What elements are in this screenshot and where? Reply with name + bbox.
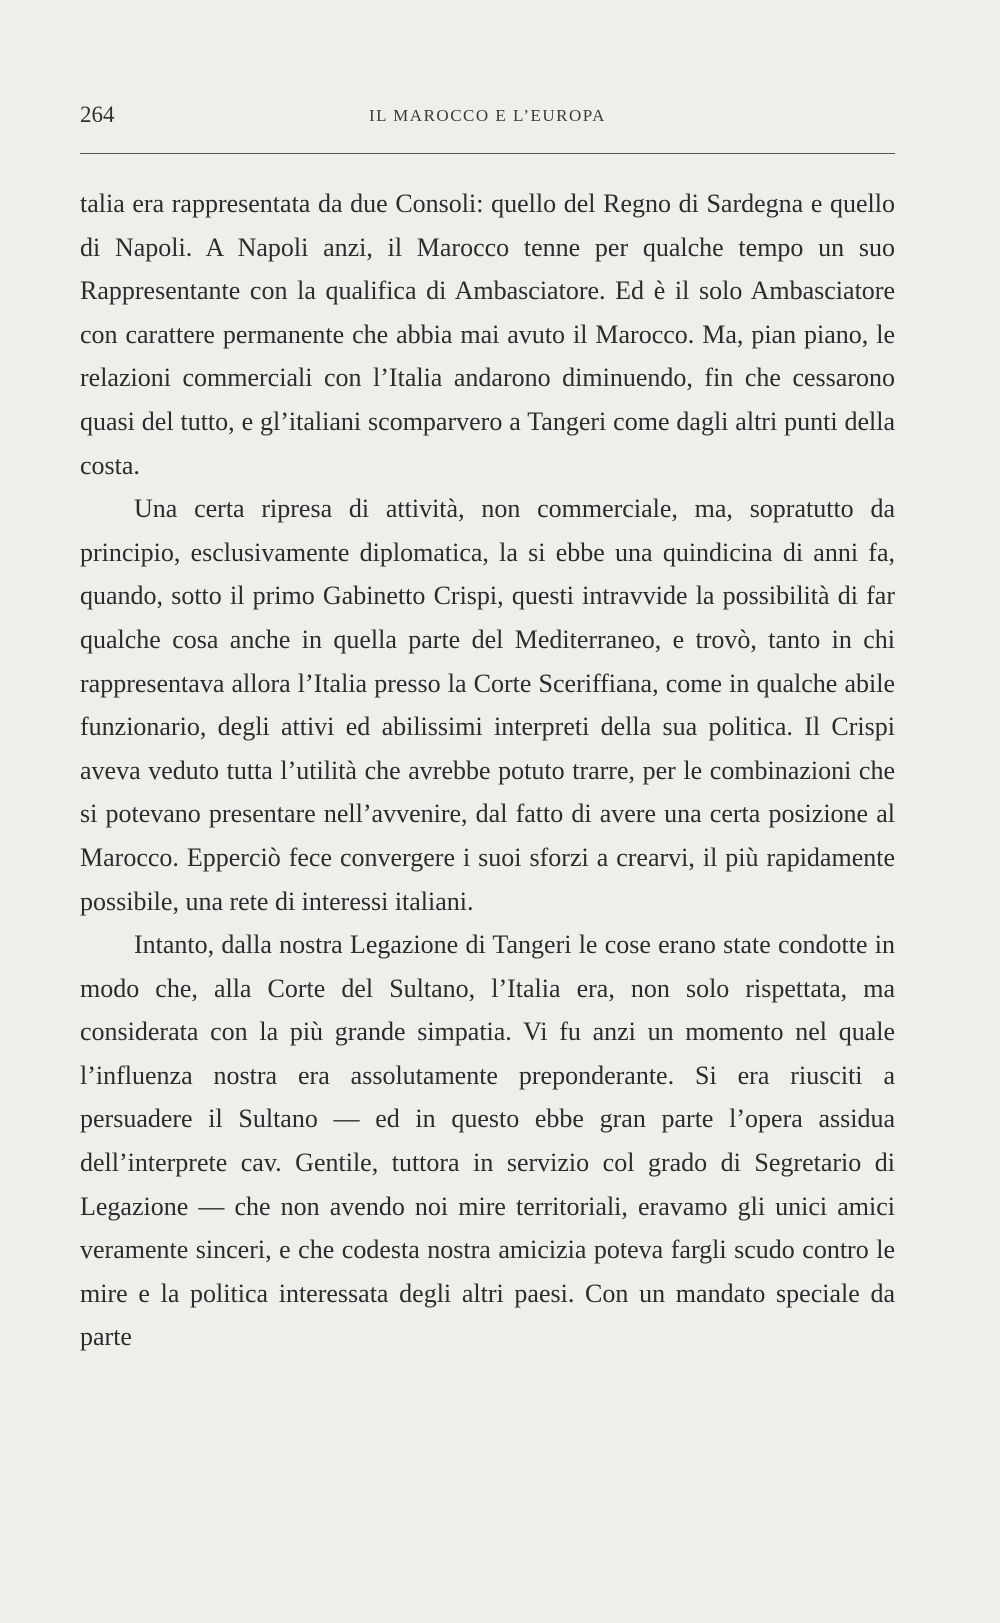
paragraph: Una certa ripresa di attività, non commerciale, ma, sopratutto da principio, esclusivamente diplomatica, la si ebbe una quindicina di anni fa, quando, sotto il primo Gabinetto Crispi, questi intravvide la possibilità di far qualche cosa anche in quella parte del Mediterraneo, e trovò, tanto in chi rappresentava allora l’Italia presso la Corte Sceriffiana, come in qualche abile funzionario, degli attivi ed abilissimi interpreti della sua politica. Il Crispi aveva veduto tutta l’utilità che avrebbe potuto trarre, per le combinazioni che si potevano presentare nell’avvenire, dal fatto di avere una certa posizione al Marocco. Epperciò fece convergere i suoi sforzi a crearvi, il più rapidamente possibile, una rete di interessi italiani. <box>80 494 895 916</box>
page-header <box>80 102 895 136</box>
header-rule <box>80 153 895 154</box>
paragraph: Intanto, dalla nostra Legazione di Tangeri le cose erano state condotte in modo che, alla Corte del Sultano, l’Italia era, non solo rispettata, ma considerata con la più grande simpatia. Vi fu anzi un momento nel quale l’influenza nostra era assolutamente preponderante. Si era riusciti a persuadere il Sultano — ed in questo ebbe gran parte l’opera assidua dell’interprete cav. Gentile, tuttora in servizio col grado di Segretario di Legazione — che non avendo noi mire territoriali, eravamo gli unici amici veramente sinceri, e che codesta nostra amicizia poteva fargli scudo contro le mire e la politica interessata degli altri paesi. Con un mandato speciale da parte <box>80 930 895 1352</box>
running-head: IL MAROCCO E L’EUROPA <box>369 106 606 125</box>
paragraph: talia era rappresentata da due Consoli: quello del Regno di Sardegna e quello di Napoli. A Napoli anzi, il Marocco tenne per qualche tempo un suo Rappresentante con la qualifica di Ambasciatore. Ed è il solo Ambasciatore con carattere permanente che abbia mai avuto il Marocco. Ma, pian piano, le relazioni commerciali con l’Italia andarono diminuendo, fin che cessarono quasi del tutto, e gl’italiani scomparvero a Tangeri come dagli altri punti della costa. <box>80 189 895 480</box>
page-number: 264 <box>80 102 115 127</box>
body-text <box>80 182 895 1359</box>
